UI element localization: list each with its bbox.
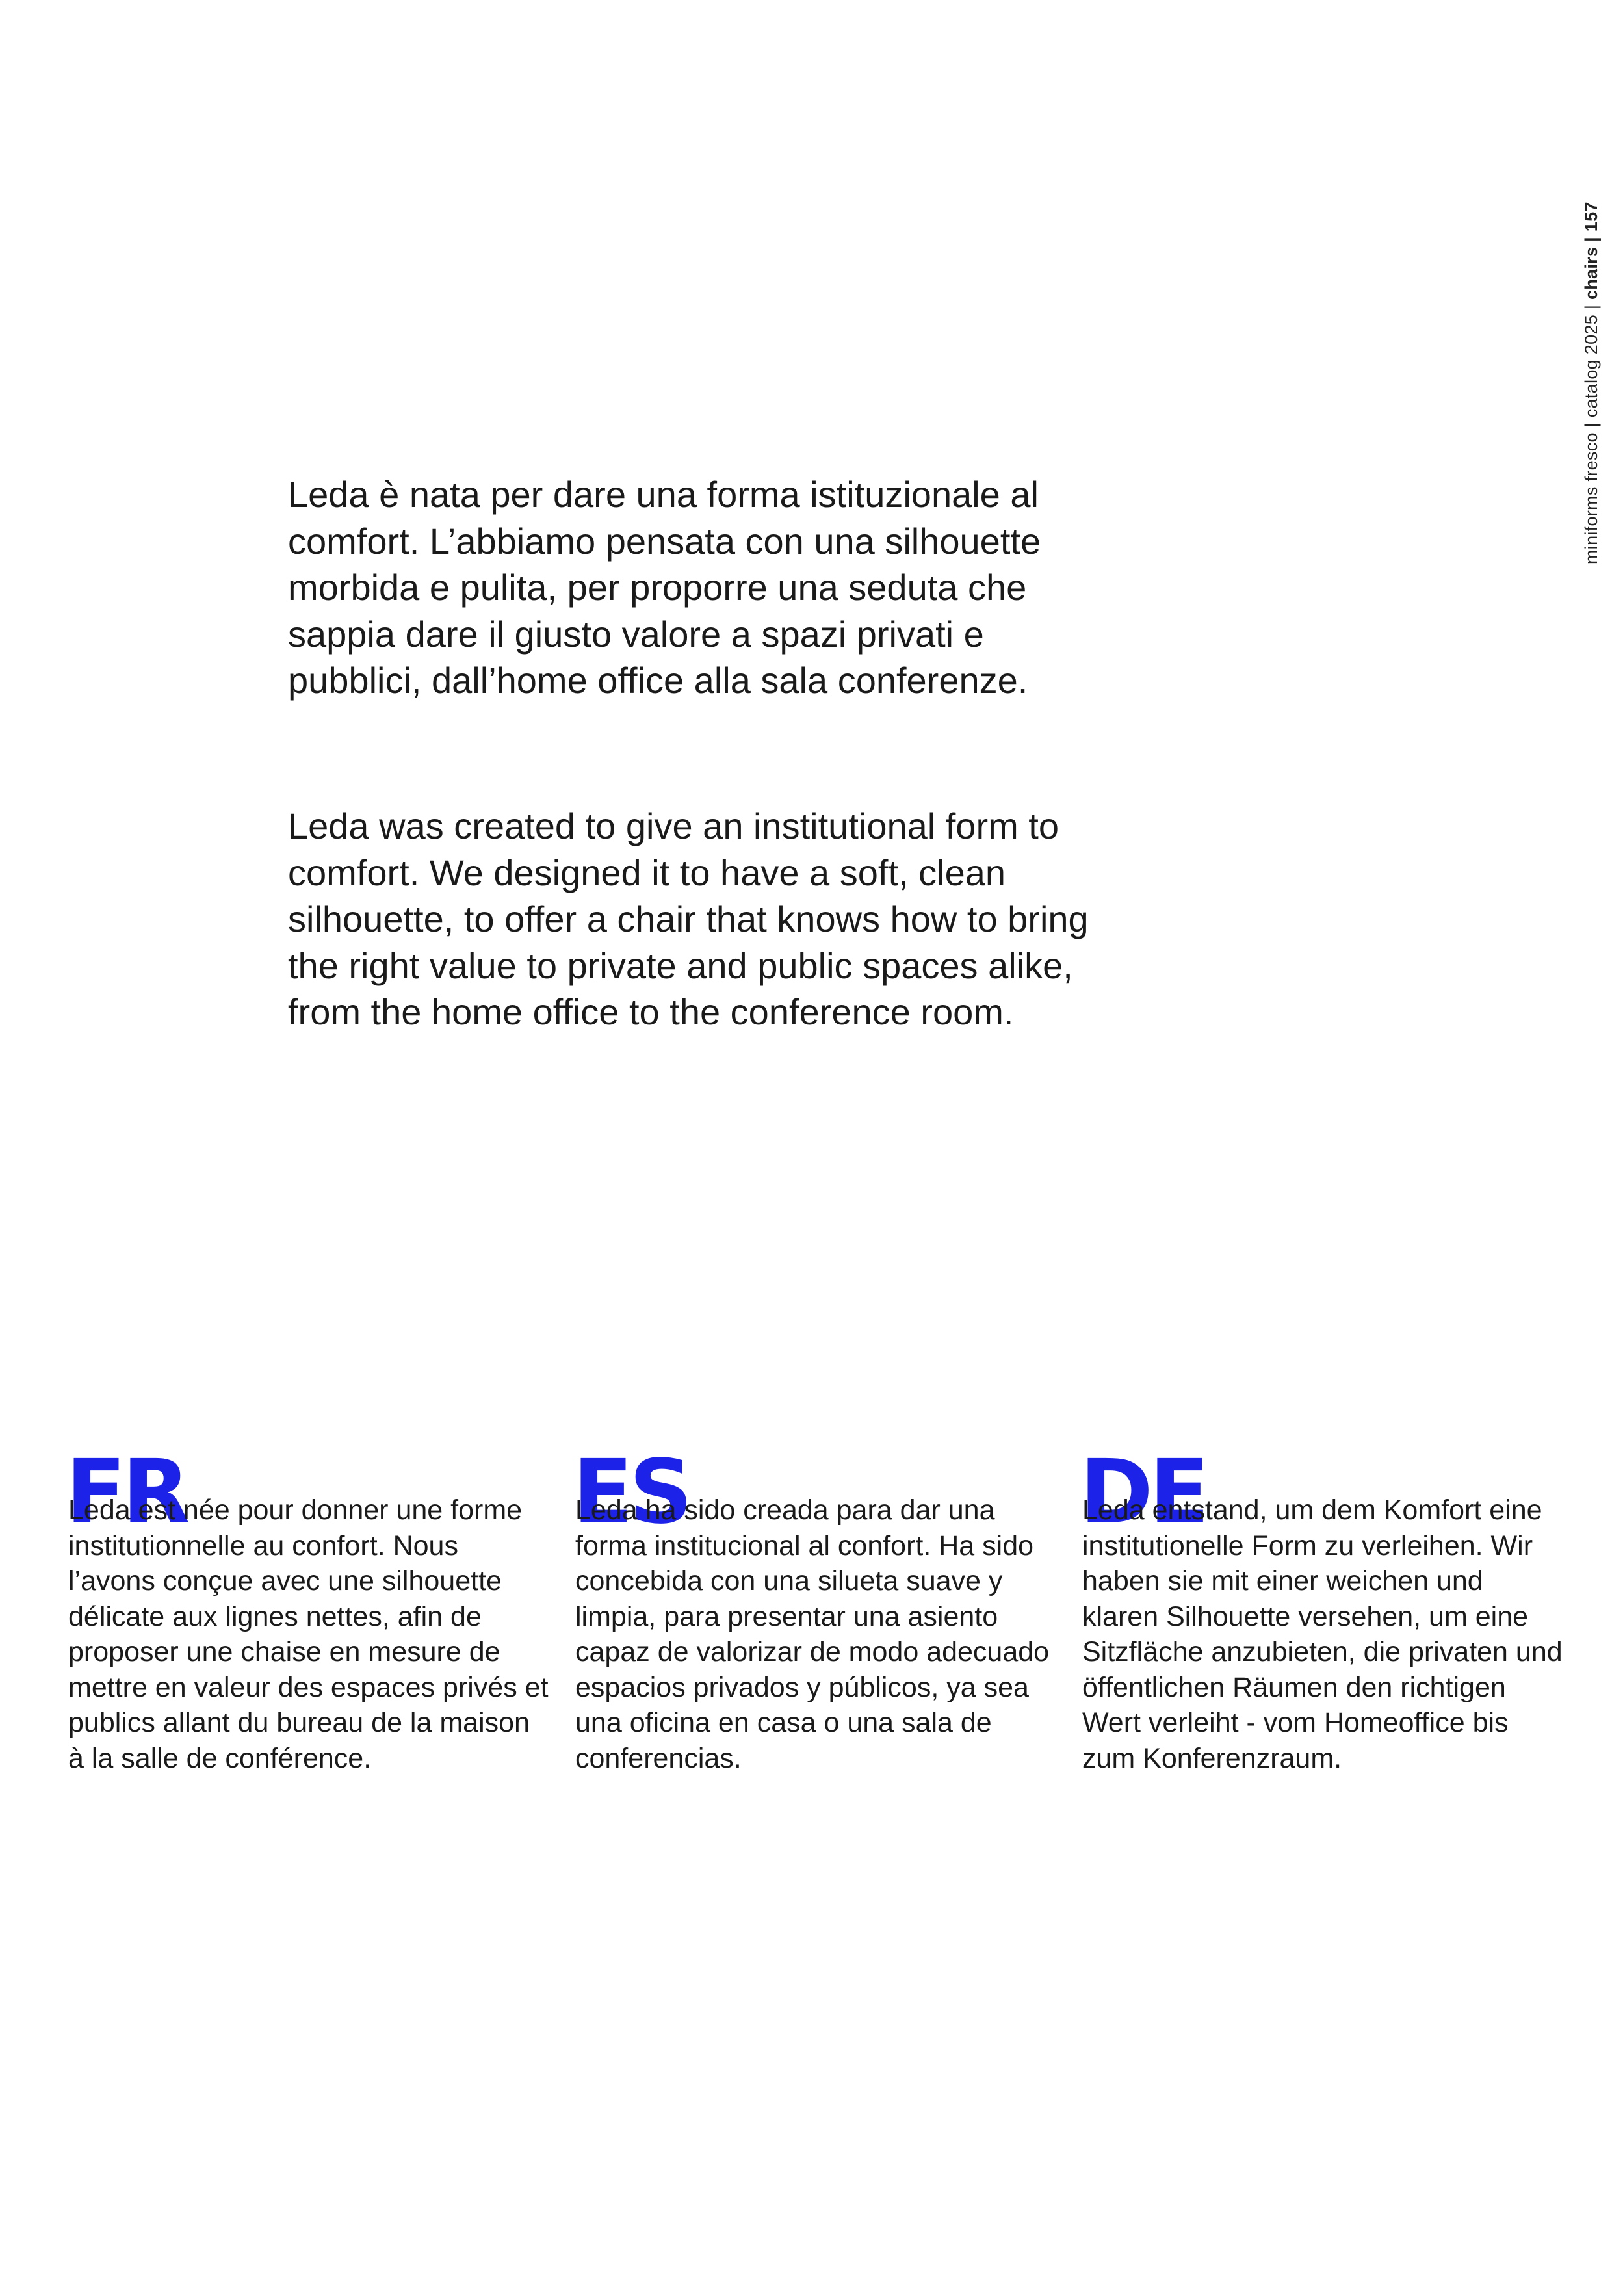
language-block-es	[573, 1441, 1056, 1776]
language-code-de: DE	[1080, 1441, 1206, 1544]
header-brand: miniforms fresco	[1581, 432, 1601, 564]
language-text-de: Leda entstand, um dem Komfort eine institutionelle Form zu verleihen. Wir haben sie mit einer weichen und klaren Silhouette versehen, um eine Sitzfläche anzubieten, die privaten und öffentlichen Räumen den richtigen Wert verleiht - vom Homeoffice bis zum Konferenzraum.	[1082, 1494, 1563, 1774]
intro-italian: Leda è nata per dare una forma istituzionale al comfort. L’abbiamo pensata con una silhouette morbida e pulita, per proporre una seduta che sappia dare il giusto valore a spazi privati e pubblici, dall’home office alla sala conferenze.	[288, 474, 1041, 701]
language-text-es: Leda ha sido creada para dar una forma institucional al confort. Ha sido concebida con una silueta suave y limpia, para presentar una asiento capaz de valorizar de modo adecuado espacios privados y públicos, ya sea una oficina en casa o una sala de conferencias.	[575, 1494, 1050, 1774]
header-catalog: catalog 2025	[1581, 314, 1601, 418]
language-block-de	[1080, 1441, 1563, 1776]
running-header	[1581, 202, 1602, 564]
header-separator: |	[1581, 300, 1601, 310]
language-code-es: ES	[573, 1441, 689, 1544]
language-text-fr: Leda est née pour donner une forme institutionnelle au confort. Nous l’avons conçue avec une silhouette délicate aux lignes nettes, afin de proposer une chaise en mesure de mettre en valeur des espaces privés et publics allant du bureau de la maison à la salle de conférence.	[68, 1494, 549, 1774]
intro-english: Leda was created to give an institutional form to comfort. We designed it to have a soft, clean silhouette, to offer a chair that knows how to bring the right value to private and public spaces alike, from the home office to the conference room.	[288, 805, 1089, 1032]
header-separator: |	[1581, 417, 1601, 428]
header-section: chairs	[1581, 246, 1601, 300]
header-separator: |	[1581, 231, 1601, 242]
language-block-fr	[66, 1441, 549, 1776]
page-number: 157	[1581, 202, 1601, 232]
language-code-fr: FR	[66, 1441, 187, 1544]
